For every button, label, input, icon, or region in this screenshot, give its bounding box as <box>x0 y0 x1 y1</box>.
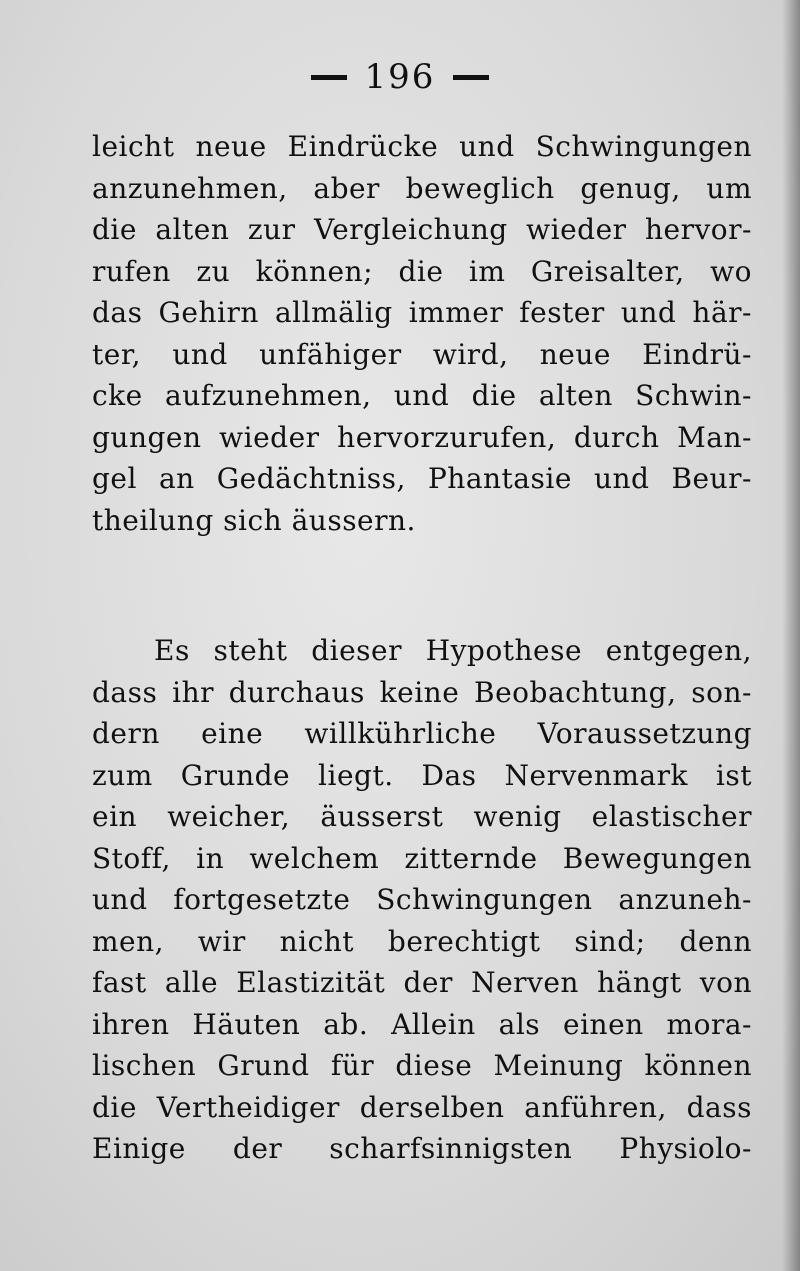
page-edge-shadow <box>782 0 800 1271</box>
text-line: theilung sich äussern. <box>92 503 416 537</box>
paragraph-1 <box>92 126 752 541</box>
text-line: und fortgesetzte Schwingungen anzuneh- <box>92 883 752 916</box>
header-dash-right <box>453 75 489 80</box>
page-header <box>0 52 800 102</box>
text-line: Es steht dieser Hypothese entgegen, <box>154 634 752 667</box>
text-line: zum Grunde liegt. Das Nervenmark ist <box>92 758 752 792</box>
text-line: dass ihr durchaus keine Beobachtung, son- <box>92 675 752 709</box>
text-line: das Gehirn allmälig immer fester und här- <box>92 296 752 329</box>
text-line: Stoff, in welchem zitternde Bewegungen <box>92 841 752 875</box>
text-line: dern eine willkührliche Voraussetzung <box>92 717 752 750</box>
text-line: fast alle Elastizität der Nerven hängt von <box>92 966 752 999</box>
text-line: lischen Grund für diese Meinung können <box>92 1049 752 1082</box>
paragraph-2 <box>92 630 752 1170</box>
text-line: die Vertheidiger derselben anführen, dass <box>92 1090 752 1124</box>
text-line: Einige der scharfsinnigsten Physiolo- <box>92 1132 752 1165</box>
text-line: ihren Häuten ab. Allein als einen mora- <box>92 1007 752 1041</box>
text-line: rufen zu können; die im Greisalter, wo <box>92 254 752 288</box>
page-number: 196 <box>364 57 436 97</box>
text-line: anzunehmen, aber beweglich genug, um <box>92 171 752 205</box>
text-line: die alten zur Vergleichung wieder hervor- <box>92 213 752 246</box>
text-line: ein weicher, äusserst wenig elastischer <box>92 800 752 833</box>
text-line: gungen wieder hervorzurufen, durch Man- <box>92 420 752 454</box>
header-dash-left <box>311 75 347 80</box>
text-line: ter, und unfähiger wird, neue Eindrü- <box>92 337 752 371</box>
text-line: gel an Gedächtniss, Phantasie und Beur- <box>92 462 752 495</box>
text-line: leicht neue Eindrücke und Schwingungen <box>92 130 752 163</box>
text-line: men, wir nicht berechtigt sind; denn <box>92 924 752 958</box>
text-line: cke aufzunehmen, und die alten Schwin- <box>92 379 752 412</box>
